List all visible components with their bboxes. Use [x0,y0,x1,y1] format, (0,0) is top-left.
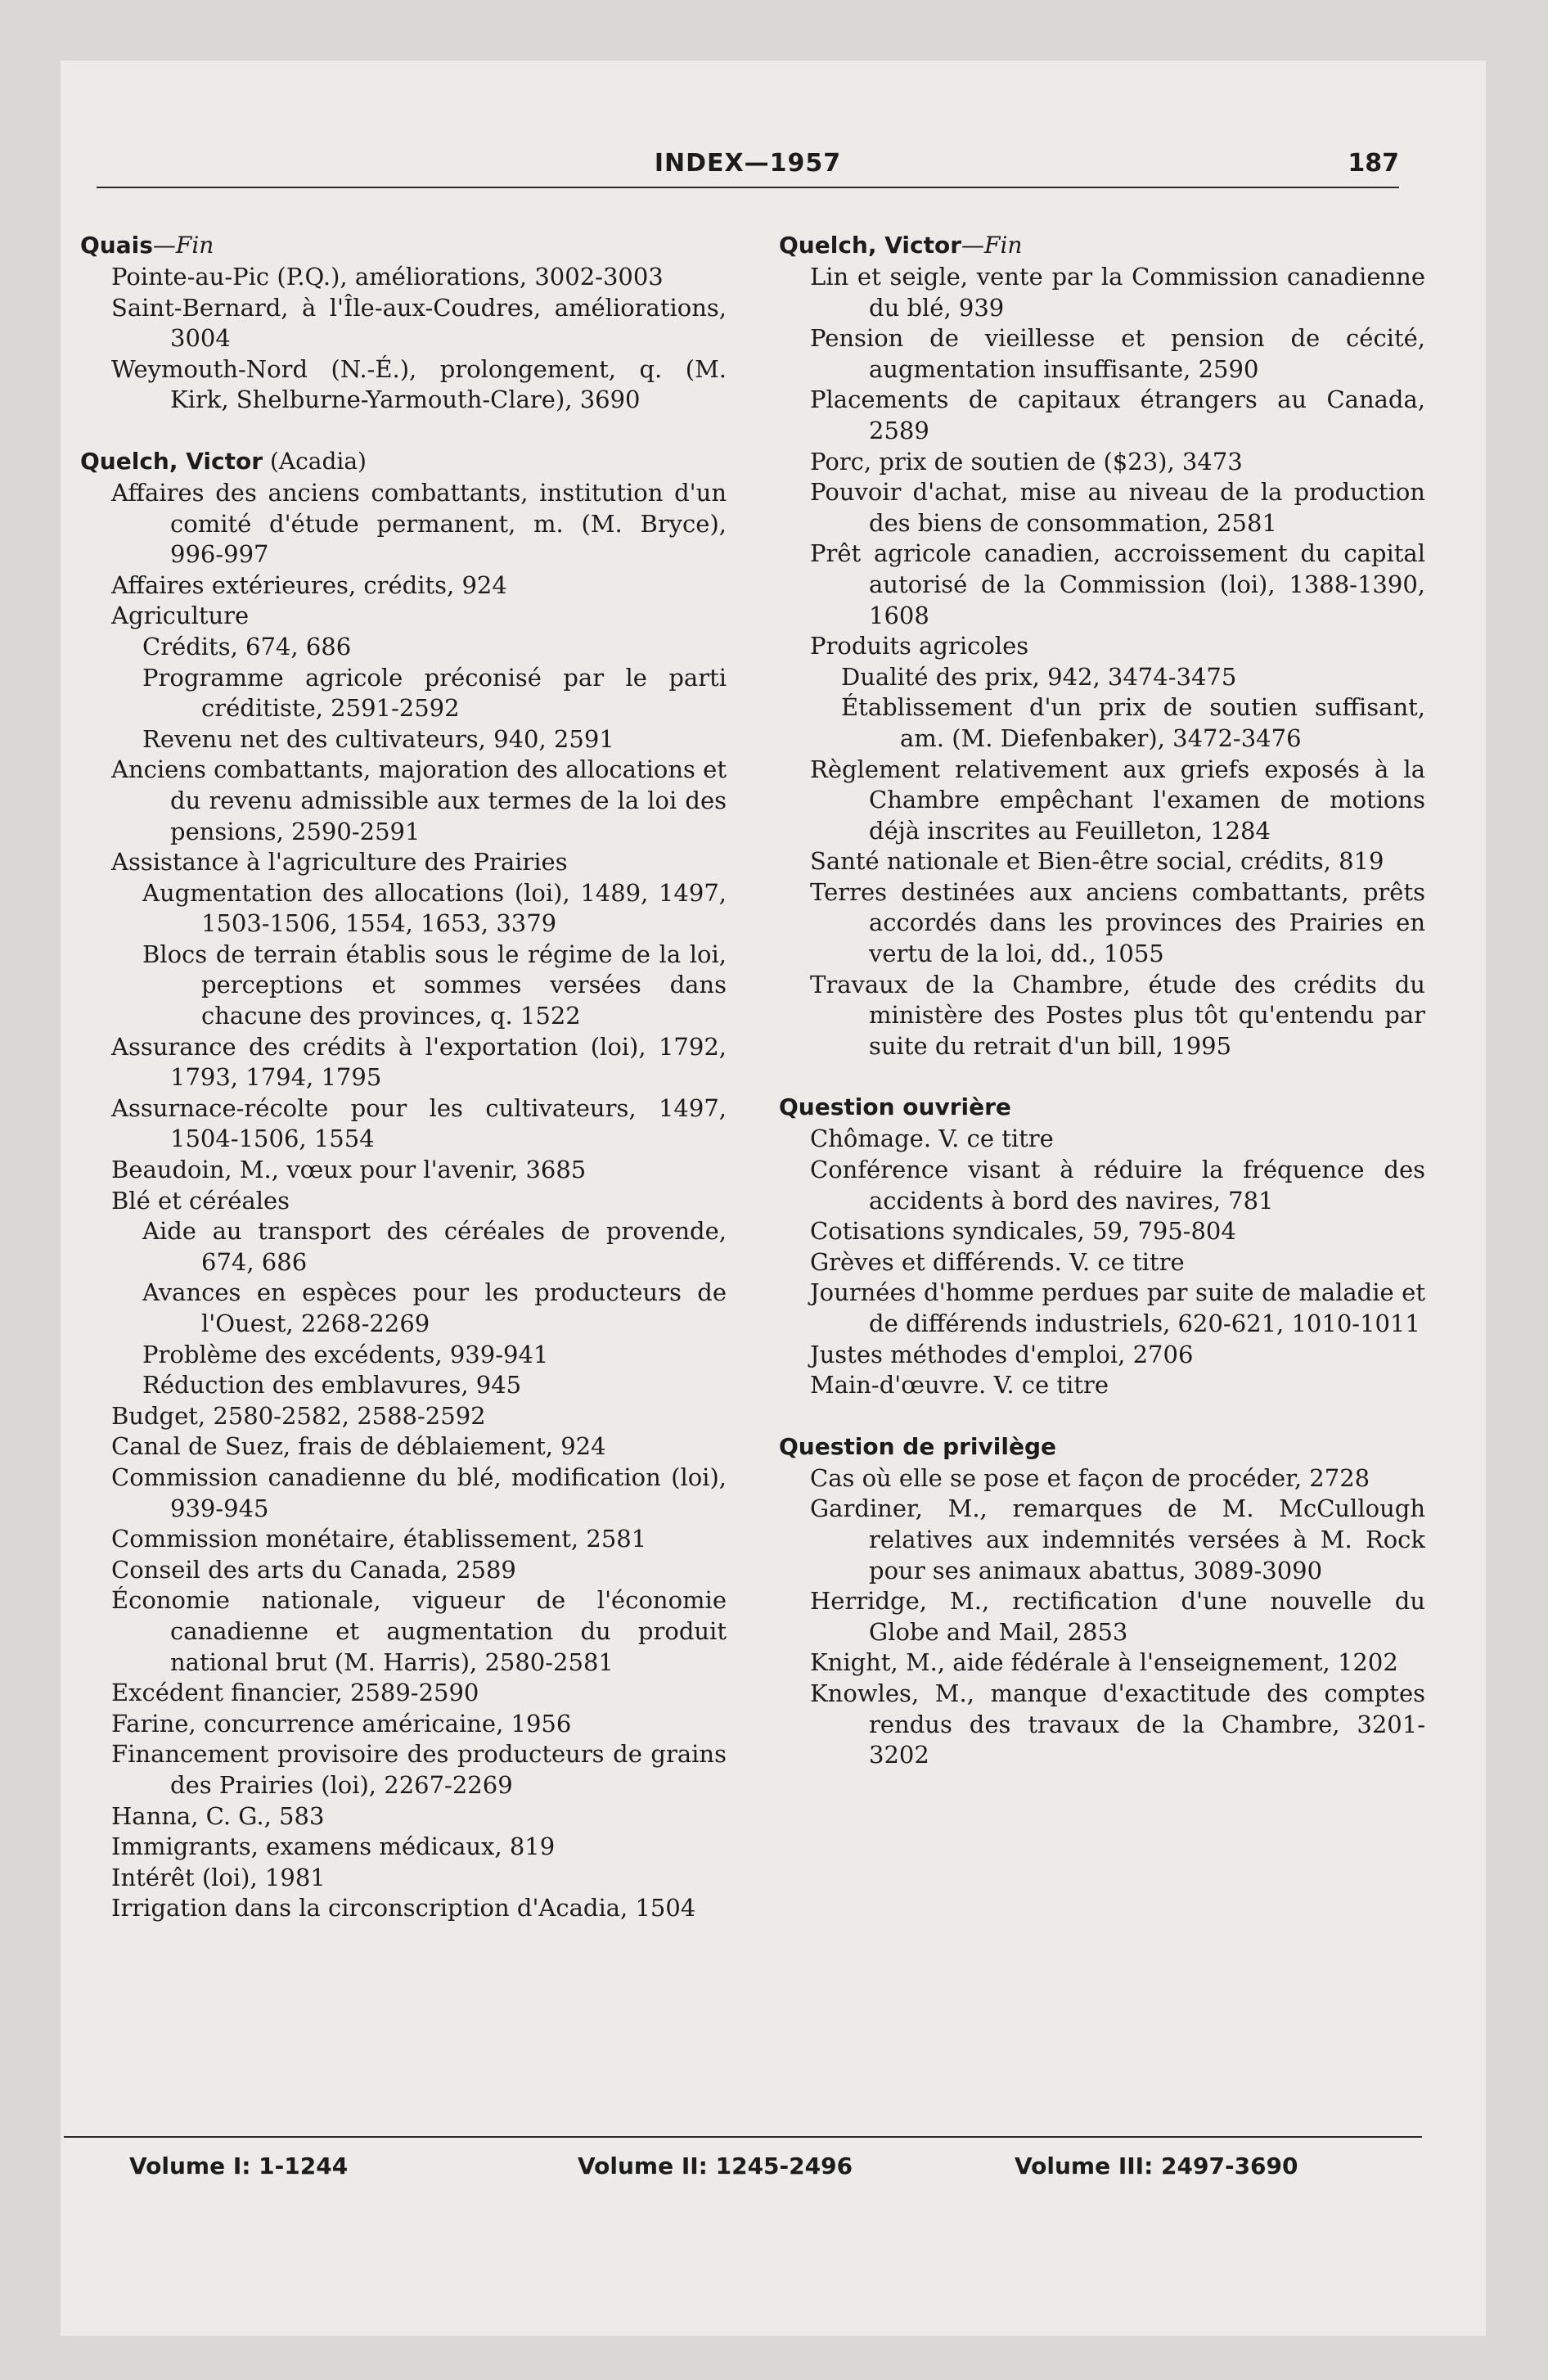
right-column [779,229,1425,1801]
index-entry: Travaux de la Chambre, étude des crédits du ministère des Postes plus tôt qu'entendu par suite du retrait d'un bill, 1995 [810,970,1425,1060]
index-entry: Cotisations syndicales, 59, 795-804 [810,1217,1236,1246]
index-entry: Pointe-au-Pic (P.Q.), améliorations, 3002-3003 [111,263,664,291]
index-entry: Affaires des anciens combattants, institution d'un comité d'étude permanent, m. (M. Bryce), 996-997 [111,478,727,569]
footer-rule [64,2136,1422,2138]
index-subentry: Établissement d'un prix de soutien suffisant, am. (M. Diefenbaker), 3472-3476 [841,693,1425,752]
index-entry: Irrigation dans la circonscription d'Acadia, 1504 [111,1894,696,1922]
index-entry: Cas où elle se pose et façon de procéder, 2728 [810,1463,1370,1492]
section-heading [779,1091,1425,1124]
index-entry: Herridge, M., rectification d'une nouvelle du Globe and Mail, 2853 [810,1587,1425,1646]
index-entry: Beaudoin, M., vœux pour l'avenir, 3685 [111,1156,587,1184]
index-entry: Grèves et différends. V. ce titre [810,1247,1185,1276]
index-entry: Saint-Bernard, à l'Île-aux-Coudres, améliorations, 3004 [111,293,727,353]
index-entry: Farine, concurrence américaine, 1956 [111,1709,572,1738]
index-subentry: Avances en espèces pour les producteurs de l'Ouest, 2268-2269 [142,1278,727,1337]
index-entry: Weymouth-Nord (N.-É.), prolongement, q. (M. Kirk, Shelburne-Yarmouth-Clare), 3690 [111,354,727,414]
index-entry: Anciens combattants, majoration des allocations et du revenu admissible aux termes de la loi des pensions, 2590-2591 [111,755,727,845]
index-entry: Pouvoir d'achat, mise au niveau de la production des biens de consommation, 2581 [810,478,1425,537]
index-subentry: Réduction des emblavures, 945 [142,1371,522,1400]
index-entry: Assurnace-récolte pour les cultivateurs, 1497, 1504-1506, 1554 [111,1093,727,1153]
index-subentry: Programme agricole préconisé par le parti créditiste, 2591-2592 [142,663,727,723]
index-entry: Gardiner, M., remarques de M. McCullough relatives aux indemnités versées à M. Rock pour ses animaux abattus, 3089-3090 [810,1494,1425,1584]
index-entry: Règlement relativement aux griefs exposés à la Chambre empêchant l'examen de motions déjà inscrites au Feuilleton, 1284 [810,755,1425,845]
index-subentry: Crédits, 674, 686 [142,632,352,660]
index-entry: Intérêt (loi), 1981 [111,1863,326,1891]
section-heading [80,445,727,478]
index-entry: Lin et seigle, vente par la Commission canadienne du blé, 939 [810,263,1425,322]
heading-continuation: —Fin [152,232,214,259]
heading-qualifier: (Acadia) [263,447,367,475]
index-subentry: Problème des excédents, 939-941 [142,1340,549,1368]
index-entry: Produits agricoles [810,632,1029,660]
footer-volume-1: Volume I: 1-1244 [129,2152,349,2179]
index-entry: Blé et céréales [111,1186,290,1215]
index-entry: Journées d'homme perdues par suite de maladie et de différends industriels, 620-621, 1010-1011 [810,1278,1425,1337]
page-number: 187 [1348,149,1399,178]
index-section [779,1091,1425,1400]
heading-text: Quais [80,232,153,259]
heading-text: Question ouvrière [779,1093,1011,1121]
index-entry: Commission canadienne du blé, modification (loi), 939-945 [111,1463,727,1522]
index-entry: Main-d'œuvre. V. ce titre [810,1371,1109,1400]
header-rule [97,187,1399,188]
index-section [80,229,727,416]
footer-volume-2: Volume II: 1245-2496 [578,2152,853,2179]
heading-text: Quelch, Victor [80,447,263,475]
index-entry: Justes méthodes d'emploi, 2706 [810,1340,1194,1368]
index-entry: Conférence visant à réduire la fréquence des accidents à bord des navires, 781 [810,1156,1425,1215]
index-entry: Budget, 2580-2582, 2588-2592 [111,1401,486,1430]
index-entry: Financement provisoire des producteurs de grains des Prairies (loi), 2267-2269 [111,1740,727,1799]
section-heading [779,1431,1425,1463]
heading-text: Question de privilège [779,1432,1056,1460]
index-entry: Assurance des crédits à l'exportation (loi), 1792, 1793, 1794, 1795 [111,1032,727,1092]
index-entry: Assistance à l'agriculture des Prairies [111,848,568,877]
heading-continuation: —Fin [961,232,1023,259]
index-subentry: Aide au transport des céréales de provende, 674, 686 [142,1217,727,1276]
index-subentry: Dualité des prix, 942, 3474-3475 [841,662,1237,691]
page-title: INDEX—1957 [654,149,842,178]
footer-volume-3: Volume III: 2497-3690 [1015,2152,1298,2179]
index-subentry: Augmentation des allocations (loi), 1489, 1497, 1503-1506, 1554, 1653, 3379 [142,878,727,938]
index-section [80,445,727,1924]
index-entry: Knight, M., aide fédérale à l'enseignement, 1202 [810,1648,1398,1677]
index-entry: Chômage. V. ce titre [810,1125,1054,1153]
index-entry: Porc, prix de soutien de ($23), 3473 [810,447,1243,476]
section-heading [779,229,1425,262]
index-entry: Commission monétaire, établissement, 2581 [111,1525,647,1553]
index-subentry: Blocs de terrain établis sous le régime de la loi, perceptions et sommes versées dans chacune des provinces, q. 1522 [142,940,727,1030]
index-entry: Santé nationale et Bien-être social, crédits, 819 [810,847,1384,876]
section-heading [80,229,727,262]
index-entry: Prêt agricole canadien, accroissement du capital autorisé de la Commission (loi), 1388-1390, 1608 [810,539,1425,629]
heading-text: Quelch, Victor [779,232,962,259]
index-entry: Canal de Suez, frais de déblaiement, 924 [111,1432,606,1461]
index-entry: Agriculture [111,602,250,630]
index-entry: Conseil des arts du Canada, 2589 [111,1555,516,1584]
index-section [779,1431,1425,1771]
index-entry: Immigrants, examens médicaux, 819 [111,1832,556,1861]
left-column [80,229,727,1954]
index-entry: Hanna, C. G., 583 [111,1801,325,1830]
index-entry: Knowles, M., manque d'exactitude des comptes rendus des travaux de la Chambre, 3201-3202 [810,1679,1425,1769]
index-entry: Pension de vieillesse et pension de cécité, augmentation insuffisante, 2590 [810,324,1425,383]
index-entry: Économie nationale, vigueur de l'économie canadienne et augmentation du produit national brut (M. Harris), 2580-2581 [111,1586,727,1676]
index-section [779,229,1425,1062]
index-subentry: Revenu net des cultivateurs, 940, 2591 [142,724,614,753]
index-entry: Affaires extérieures, crédits, 924 [111,570,507,599]
index-entry: Placements de capitaux étrangers au Canada, 2589 [810,385,1425,444]
running-header [97,142,1399,188]
index-entry: Terres destinées aux anciens combattants, prêts accordés dans les provinces des Prairies en vertu de la loi, dd., 1055 [810,877,1425,968]
index-entry: Excédent financier, 2589-2590 [111,1679,479,1707]
